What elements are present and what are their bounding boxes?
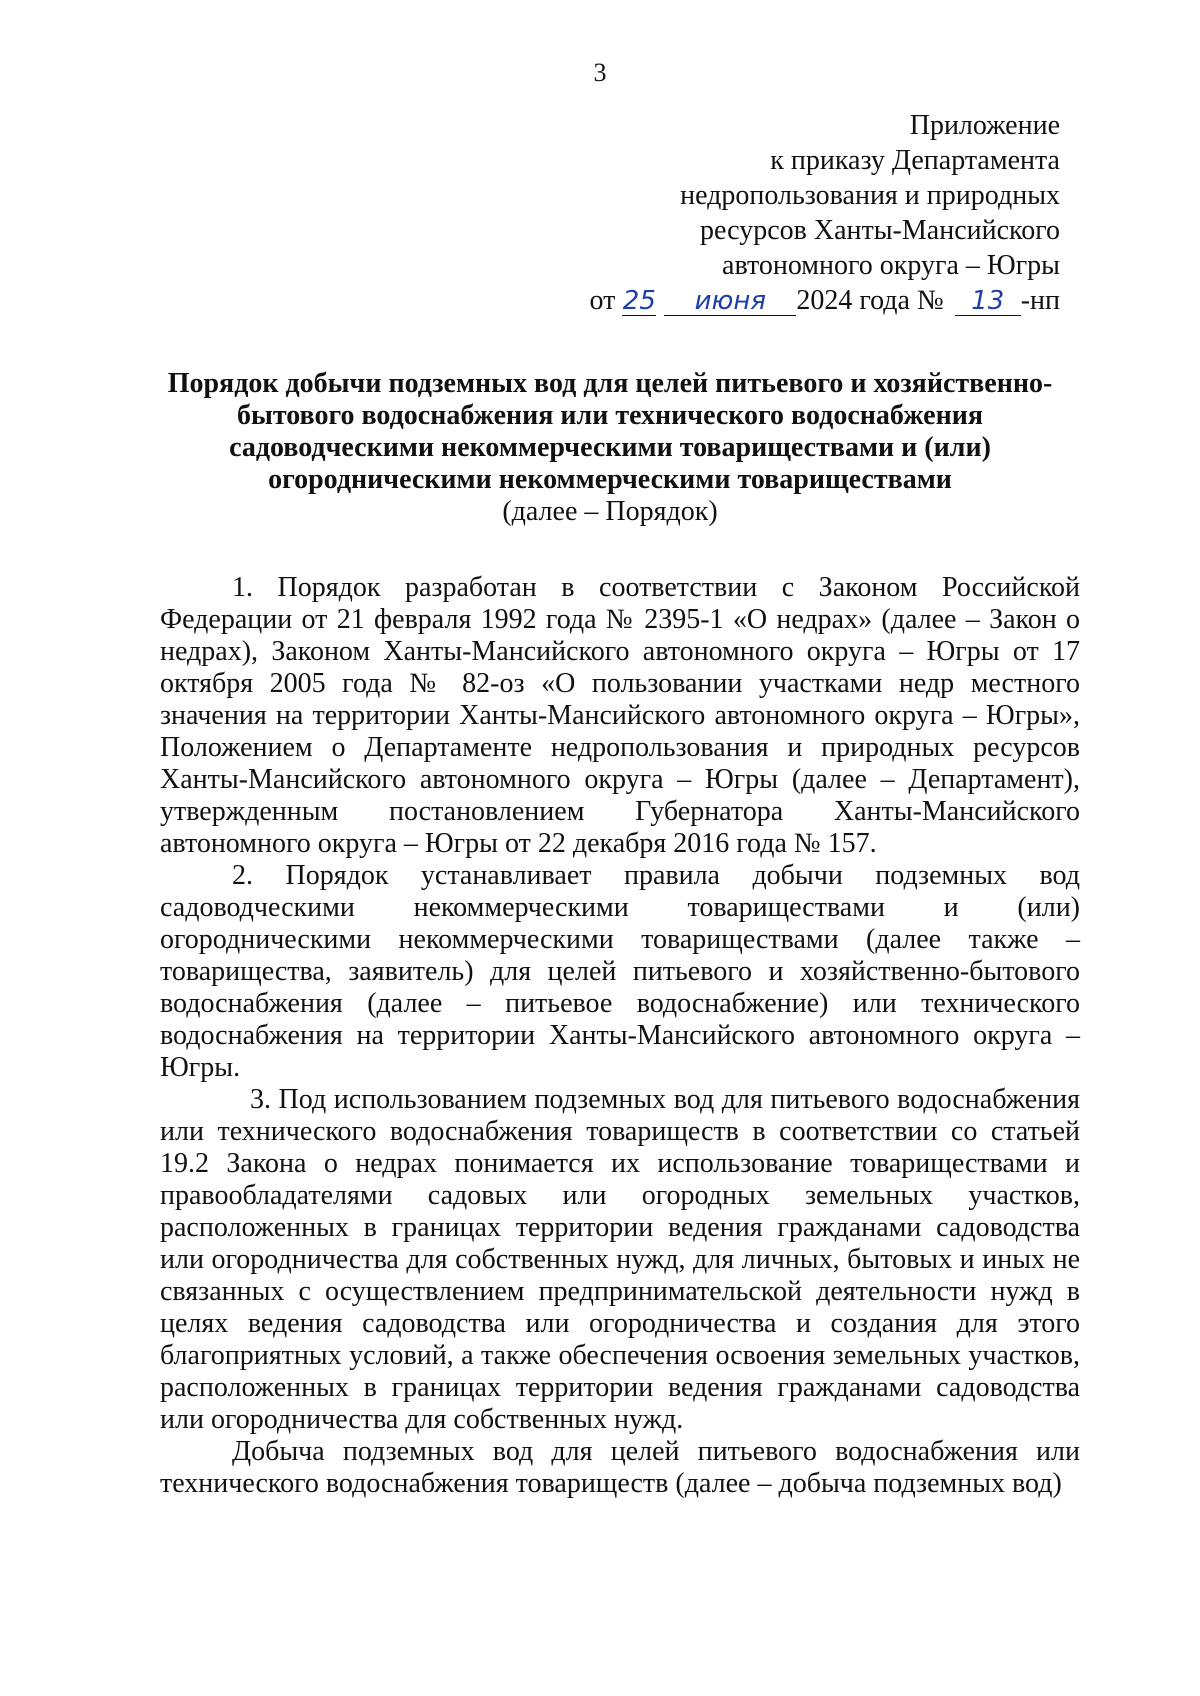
title-line-3: садоводческими некоммерческими товариществами и (или) bbox=[229, 432, 991, 463]
paragraph-1: 1. Порядок разработан в соответствии с Законом Российской Федерации от 21 февраля 1992 года № 2395-1 «О недрах» (далее – Закон о недрах), Законом Ханты-Мансийского автономного округа – Югры от 17 октября 2005 года № 82-оз «О пользовании участками недр местного значения на территории Ханты-Мансийского автономного округа – Югры», Положением о Департаменте недропользования и природных ресурсов Ханты-Мансийского автономного округа – Югры (далее – Департамент), утвержденным постановлением Губернатора Ханты-Мансийского автономного округа – Югры от 22 декабря 2016 года № 157. bbox=[160, 572, 1080, 859]
order-suffix: -нп bbox=[1020, 285, 1060, 316]
date-prefix: от bbox=[589, 285, 616, 316]
title-line-2: бытового водоснабжения или технического водоснабжения bbox=[237, 400, 983, 431]
handwritten-day: 25 bbox=[622, 286, 656, 316]
title-line-1: Порядок добычи подземных вод для целей питьевого и хозяйственно- bbox=[167, 368, 1053, 399]
appendix-date-line bbox=[420, 283, 1060, 318]
handwritten-order-number: 13 bbox=[955, 287, 1021, 316]
appendix-line-2: к приказу Департамента bbox=[770, 145, 1060, 176]
paragraph-2: 2. Порядок устанавливает правила добычи подземных вод садоводческими некоммерческими товариществами и (или) огородническими некоммерческими товариществами (далее также – товарищества, заявитель) для целей питьевого и хозяйственно-бытового водоснабжения (далее – питьевое водоснабжение) или технического водоснабжения на территории Ханты-Мансийского автономного округа – Югры. bbox=[160, 860, 1080, 1083]
appendix-header bbox=[420, 108, 1060, 318]
document-body bbox=[160, 572, 1080, 1500]
document-title bbox=[150, 368, 1070, 528]
title-line-4: огородническими некоммерческими товариществами bbox=[268, 464, 952, 495]
page-number: 3 bbox=[593, 58, 607, 87]
appendix-line-4: ресурсов Ханты-Мансийского bbox=[700, 215, 1060, 246]
date-year: 2024 года № bbox=[796, 285, 944, 316]
handwritten-month: июня bbox=[664, 287, 796, 316]
title-subtitle: (далее – Порядок) bbox=[502, 496, 718, 527]
appendix-line-5: автономного округа – Югры bbox=[722, 250, 1060, 281]
appendix-line-3: недропользования и природных bbox=[680, 180, 1060, 211]
paragraph-4: Добыча подземных вод для целей питьевого водоснабжения или технического водоснабжения товариществ (далее – добыча подземных вод) bbox=[160, 1436, 1080, 1499]
paragraph-3: 3. Под использованием подземных вод для питьевого водоснабжения или технического водоснабжения товариществ в соответствии со статьей 19.2 Закона о недрах понимается их использование товариществами и правообладателями садовых или огородных земельных участков, расположенных в границах территории ведения гражданами садоводства или огородничества для собственных нужд, для личных, бытовых и иных не связанных с осуществлением предпринимательской деятельности нужд в целях ведения садоводства или огородничества и создания для этого благоприятных условий, а также обеспечения освоения земельных участков, расположенных в границах территории ведения гражданами садоводства или огородничества для собственных нужд. bbox=[160, 1084, 1080, 1435]
appendix-line-1: Приложение bbox=[909, 110, 1060, 141]
